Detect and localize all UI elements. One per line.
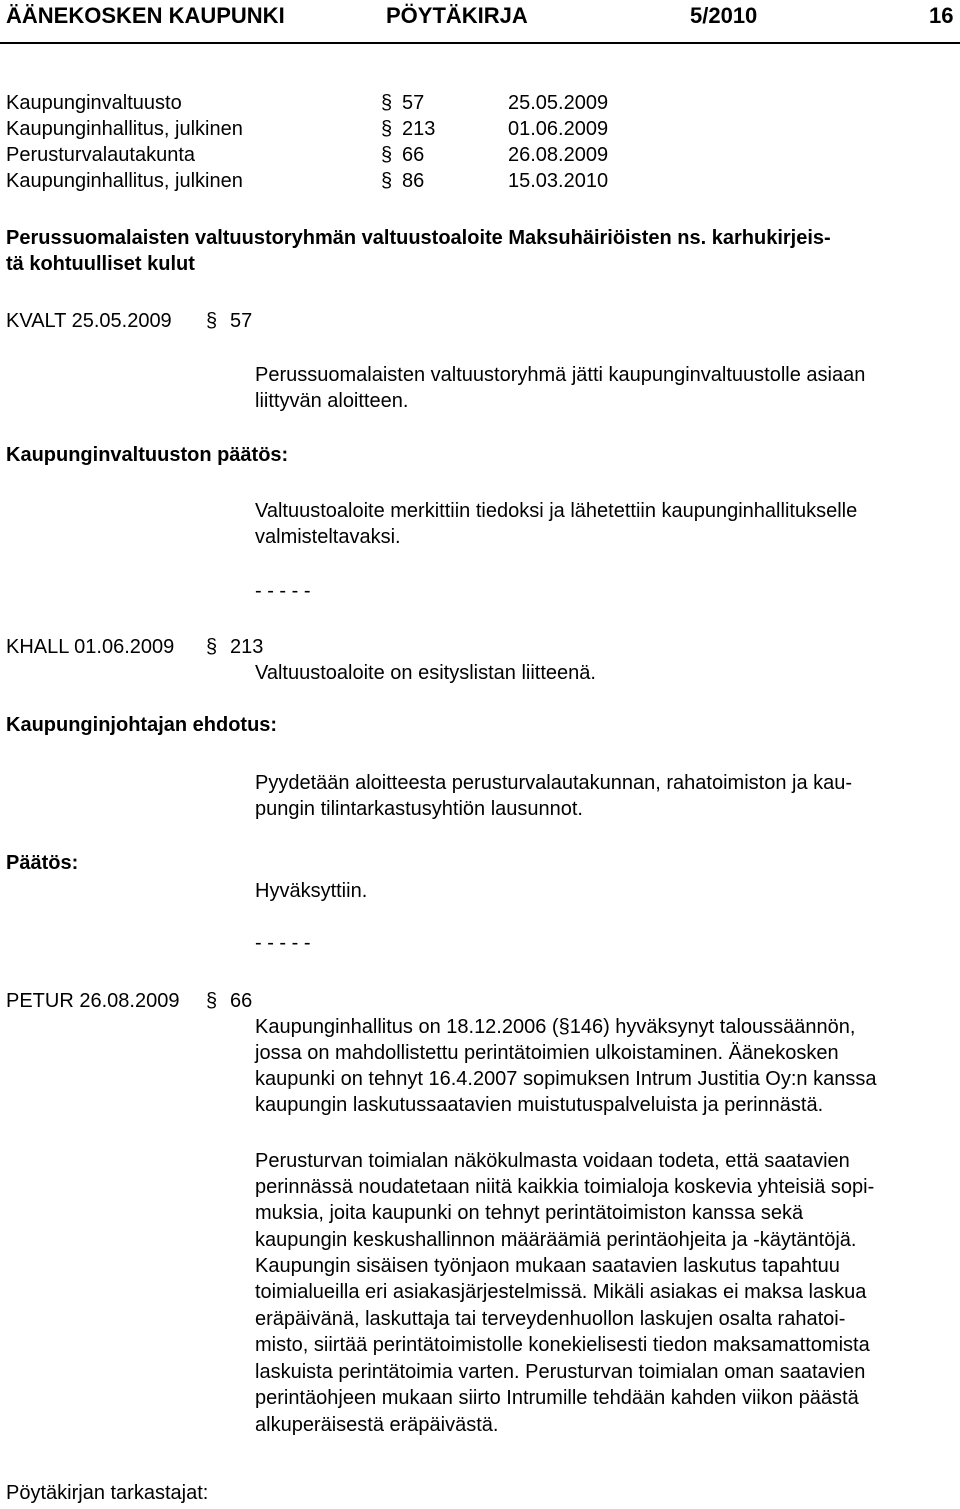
decision-label: Päätös: bbox=[6, 852, 79, 874]
section-separator: - - - - - bbox=[255, 932, 311, 954]
item-title-line2: tä kohtuulliset kulut bbox=[6, 253, 195, 275]
history-body: Kaupunginhallitus, julkinen bbox=[6, 170, 243, 192]
history-number: 57 bbox=[402, 92, 425, 114]
council-decision-line2: valmisteltavaksi. bbox=[255, 526, 401, 548]
petur-paragraph1-line: kaupunki on tehnyt 16.4.2007 sopimuksen Intrum Justitia Oy:n kanssa bbox=[255, 1068, 877, 1090]
petur-paragraph2-line: Kaupungin sisäisen työnjaon mukaan saatavien laskutus tapahtuu bbox=[255, 1255, 840, 1277]
section-sign: § bbox=[381, 92, 393, 114]
minutes-checkers-label: Pöytäkirjan tarkastajat: bbox=[6, 1482, 209, 1504]
doc-type: PÖYTÄKIRJA bbox=[386, 3, 528, 28]
section-sign: § bbox=[381, 118, 393, 140]
decision-text: Hyväksyttiin. bbox=[255, 880, 368, 902]
page-header bbox=[0, 0, 960, 38]
history-date: 25.05.2009 bbox=[508, 92, 609, 114]
history-date: 26.08.2009 bbox=[508, 144, 609, 166]
petur-paragraph2-line: perintäohjeen mukaan siirto Intrumille tehdään kahden viikon päästä bbox=[255, 1387, 859, 1409]
petur-paragraph2-line: Perusturvan toimialan näkökulmasta voidaan todeta, että saatavien bbox=[255, 1150, 850, 1172]
kvalt-text-line1: Perussuomalaisten valtuustoryhmä jätti kaupunginvaltuustolle asiaan bbox=[255, 364, 866, 386]
petur-paragraph1-line: kaupungin laskutussaatavien muistutuspalveluista ja perinnästä. bbox=[255, 1094, 824, 1116]
section-sign: § bbox=[381, 170, 393, 192]
petur-paragraph1-line: Kaupunginhallitus on 18.12.2006 (§146) hyväksynyt taloussäännön, bbox=[255, 1016, 856, 1038]
history-date: 01.06.2009 bbox=[508, 118, 609, 140]
history-body: Kaupunginhallitus, julkinen bbox=[6, 118, 243, 140]
section-sign: § bbox=[206, 636, 218, 658]
section-sign: § bbox=[206, 310, 218, 332]
history-number: 213 bbox=[402, 118, 436, 140]
history-body: Perusturvalautakunta bbox=[6, 144, 196, 166]
petur-paragraph2-line: alkuperäisestä eräpäivästä. bbox=[255, 1414, 499, 1436]
mayor-proposal-line1: Pyydetään aloitteesta perusturvalautakunnan, rahatoimiston ja kau- bbox=[255, 772, 853, 794]
petur-paragraph1-line: jossa on mahdollistettu perintätoimien ulkoistaminen. Äänekosken bbox=[255, 1042, 839, 1064]
kvalt-reference: KVALT 25.05.2009 bbox=[6, 310, 172, 332]
petur-number: 66 bbox=[230, 990, 253, 1012]
petur-paragraph2-line: eräpäivänä, laskuttaja tai terveydenhuollon laskujen osalta rahatoi- bbox=[255, 1308, 846, 1330]
khall-reference: KHALL 01.06.2009 bbox=[6, 636, 175, 658]
page-number: 16 bbox=[929, 3, 954, 28]
mayor-proposal-line2: pungin tilintarkastusyhtiön lausunnot. bbox=[255, 798, 583, 820]
history-number: 86 bbox=[402, 170, 425, 192]
section-sign: § bbox=[381, 144, 393, 166]
history-number: 66 bbox=[402, 144, 425, 166]
kvalt-number: 57 bbox=[230, 310, 253, 332]
petur-paragraph2-line: perinnässä noudatetaan niitä kaikkia toimialoja koskevia yhteisiä sopi- bbox=[255, 1176, 875, 1198]
kvalt-text-line2: liittyvän aloitteen. bbox=[255, 390, 409, 412]
org-name: ÄÄNEKOSKEN KAUPUNKI bbox=[6, 3, 285, 28]
khall-number: 213 bbox=[230, 636, 264, 658]
history-body: Kaupunginvaltuusto bbox=[6, 92, 182, 114]
history-date: 15.03.2010 bbox=[508, 170, 609, 192]
section-separator: - - - - - bbox=[255, 580, 311, 602]
khall-attachment-note: Valtuustoaloite on esityslistan liitteenä. bbox=[255, 662, 596, 684]
council-decision-label: Kaupunginvaltuuston päätös: bbox=[6, 444, 289, 466]
petur-paragraph2-line: muksia, joita kaupunki on tehnyt perintätoimiston kanssa sekä bbox=[255, 1202, 804, 1224]
mayor-proposal-label: Kaupunginjohtajan ehdotus: bbox=[6, 714, 278, 736]
petur-paragraph2-line: toimialueilla eri asiakasjärjestelmissä. Mikäli asiakas ei maksa laskua bbox=[255, 1281, 867, 1303]
petur-reference: PETUR 26.08.2009 bbox=[6, 990, 180, 1012]
header-divider bbox=[0, 42, 960, 44]
section-sign: § bbox=[206, 990, 218, 1012]
petur-paragraph2-line: misto, siirtää perintätoimistolle konekielisesti tiedon maksamattomista bbox=[255, 1334, 870, 1356]
petur-paragraph2-line: kaupungin keskushallinnon määräämiä perintäohjeita ja -käytäntöjä. bbox=[255, 1229, 857, 1251]
item-title-line1: Perussuomalaisten valtuustoryhmän valtuustoaloite Maksuhäiriöisten ns. karhukirjeis- bbox=[6, 227, 831, 249]
petur-paragraph2-line: laskuista perintätoimia varten. Perusturvan toimialan oman saatavien bbox=[255, 1361, 866, 1383]
council-decision-line1: Valtuustoaloite merkittiin tiedoksi ja lähetettiin kaupunginhallitukselle bbox=[255, 500, 858, 522]
issue-number: 5/2010 bbox=[690, 3, 758, 28]
